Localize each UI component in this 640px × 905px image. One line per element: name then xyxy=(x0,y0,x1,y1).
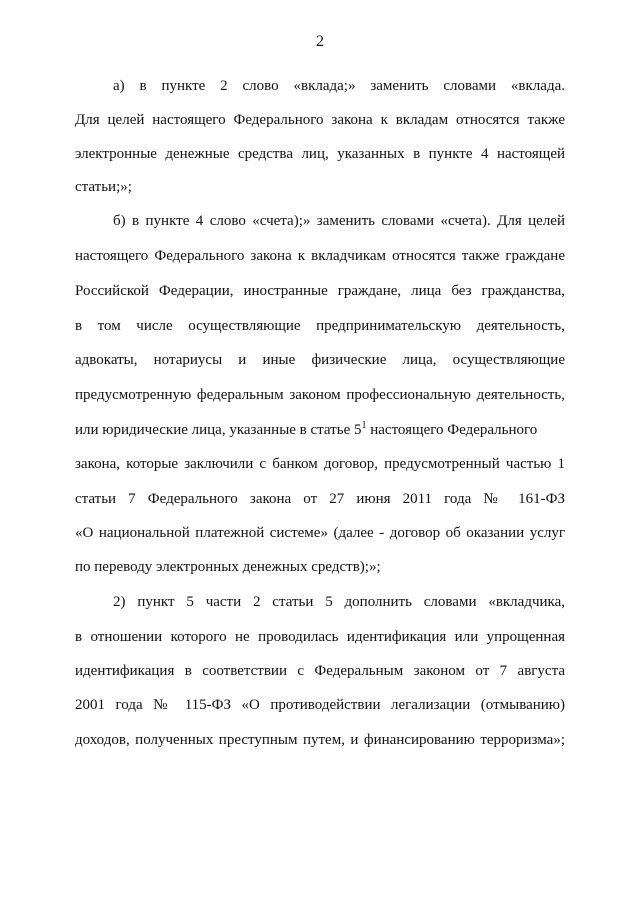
paragraph-a-line-1: а) в пункте 2 слово «вклада;» заменить словами «вклада. xyxy=(113,78,565,94)
paragraph-2-line-3: идентификация в соответствии с Федеральным законом от 7 августа xyxy=(75,663,565,679)
paragraph-b-line-4: в том числе осуществляющие предпринимательскую деятельность, xyxy=(75,318,565,334)
paragraph-2-line-2: в отношении которого не проводилась идентификация или упрощенная xyxy=(75,629,565,645)
paragraph-b-line-2: настоящего Федерального закона к вкладчикам относятся также граждане xyxy=(75,248,565,264)
page-number: 2 xyxy=(316,33,324,50)
paragraph-b-line-11: по переводу электронных денежных средств);»; xyxy=(75,559,381,575)
paragraph-2-line-5: доходов, полученных преступным путем, и финансированию терроризма»; xyxy=(75,732,565,748)
paragraph-b-line-1: б) в пункте 4 слово «счета);» заменить словами «счета). Для целей xyxy=(113,213,565,229)
paragraph-b-line-7 xyxy=(75,419,565,441)
article-superscript: 1 xyxy=(361,420,367,431)
paragraph-2-line-4: 2001 года № 115-ФЗ «О противодействии легализации (отмыванию) xyxy=(75,697,565,713)
line-7-part-2: настоящего Федерального xyxy=(366,422,538,438)
paragraph-a-line-4: статьи;»; xyxy=(75,179,132,195)
paragraph-b-line-5: адвокаты, нотариусы и иные физические лица, осуществляющие xyxy=(75,352,565,368)
paragraph-2-line-1: 2) пункт 5 части 2 статьи 5 дополнить словами «вкладчика, xyxy=(113,594,565,610)
paragraph-b-line-3: Российской Федерации, иностранные граждане, лица без гражданства, xyxy=(75,283,565,299)
paragraph-b-line-6: предусмотренную федеральным законом профессиональную деятельность, xyxy=(75,387,565,403)
paragraph-b-line-10: «О национальной платежной системе» (далее - договор об оказании услуг xyxy=(75,525,565,541)
paragraph-b-line-8: закона, которые заключили с банком договор, предусмотренный частью 1 xyxy=(75,456,565,472)
paragraph-a-line-3: электронные денежные средства лиц, указанных в пункте 4 настоящей xyxy=(75,146,565,162)
line-7-part-1: или юридические лица, указанные в статье 5 xyxy=(75,422,362,438)
paragraph-b-line-9: статьи 7 Федерального закона от 27 июня 2011 года № 161-ФЗ xyxy=(75,491,565,507)
paragraph-a-line-2: Для целей настоящего Федерального закона к вкладам относятся также xyxy=(75,112,565,128)
